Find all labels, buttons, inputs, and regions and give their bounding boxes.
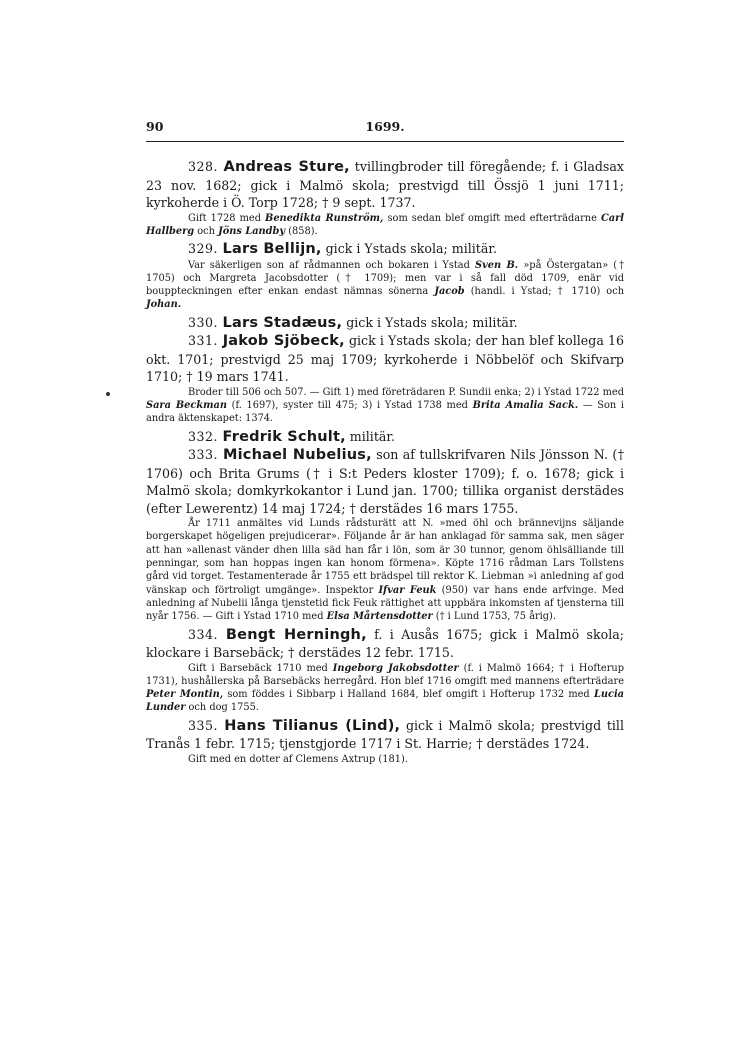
entry-body: tvillingbroder till föregående; f. i Gladsax 23 nov. 1682; gick i Malmö skola; prestvigd till Össjö 1 juni 1711; kyrkoherde i Ö. Torp 1728; † 9 sept. 1737. <box>146 159 625 210</box>
entry-note: Broder till 506 och 507. — Gift 1) med företrädaren P. Sundii enka; 2) i Ystad 1722 med Sara Beckman (f. 1697), syster till 475; 3) i Ystad 1738 med Brita Amalia Sack. — Son i andra äktenskapet: 1374. <box>146 386 624 425</box>
entry-name: Jakob Sjöbeck, <box>222 333 345 350</box>
entry-body: gick i Ystads skola; militär. <box>342 314 518 330</box>
person-name: Jacob <box>434 286 465 298</box>
entry-body: gick i Ystads skola; der han blef kollega 16 okt. 1701; prestvigd 25 maj 1709; kyrkoherde i Nöbbelöf och Skifvarp 1710; † 19 mars 1741. <box>146 333 624 385</box>
entry-text <box>146 626 624 662</box>
entry <box>146 158 624 238</box>
person-name: Ingeborg Jakobsdotter <box>332 662 459 674</box>
entry-number: 334. <box>188 626 226 642</box>
entry-note: Gift med en dotter af Clemens Axtrup (181). <box>188 753 408 765</box>
entry-name: Hans Tilianus (Lind), <box>224 717 401 734</box>
header-rule <box>146 141 624 142</box>
entry-text <box>146 428 624 447</box>
entry-name: Bengt Herningh, <box>225 626 367 643</box>
entry-body: militär. <box>345 428 396 444</box>
entry-number: 328. <box>188 159 224 174</box>
person-name: Lucia Lunder <box>146 689 625 714</box>
entry-number: 331. <box>188 333 223 349</box>
entry <box>146 240 624 312</box>
entry-body: gick i Malmö skola; prestvigd till Tranås 1 febr. 1715; tjenstgjorde 1717 i St. Harrie; † derstädes 1724. <box>146 717 624 752</box>
page-header <box>146 119 624 137</box>
entry-number: 335. <box>188 717 225 733</box>
person-name: Jöns Landby <box>218 225 286 237</box>
entry-note: År 1711 anmältes vid Lunds rådsturätt att N. »med öhl och brännevijns säljande borgerskapet högeligen prejudicerar». Följande år är han anklagad för samma sak, men säger att han »allenast vänder dhen lilla säd han får i lön, som är 30 tunnor, genom öhlsälliande till penningar, som han hoppas ingen kan honom förmena». Köpte 1716 rådman Lars Tollstens gård vid torget. Testamenterade år 1755 ett brädspel till rektor K. Liebman »i anledning af god vänskap och förtroligt umgänge». Inspektor Ifvar Feuk (950) var hans ende arfvinge. Med anledning af Nubelii långa tjenstetid fick Feuk rättighet att uppbära inkomsten af tjensterna till nyår 1756. — Gift i Ystad 1710 med Elsa Mårtensdotter († i Lund 1753, 75 årig). <box>146 518 624 623</box>
entry-text <box>146 332 624 386</box>
entry-body: son af tullskrifvaren Nils Jönsson N. († 1706) och Brita Grums († i S:t Peders kloster 1709); f. o. 1678; gick i Malmö skola; domkyrkokantor i Lund jan. 1700; tillika organist derstädes (efter Lewerentz) 14 maj 1724; † derstädes 16 mars 1755. <box>146 447 624 516</box>
entry-name: Fredrik Schult, <box>222 428 346 445</box>
entry-name: Andreas Sture, <box>223 159 350 175</box>
entry-note: Gift 1728 med Benedikta Runström, som sedan blef omgift med efterträdarne Carl Hallberg och Jöns Landby (858). <box>146 212 625 237</box>
entry-text <box>146 314 624 333</box>
page-number: 90 <box>146 119 164 134</box>
entry-number: 333. <box>188 447 223 463</box>
running-head-year: 1699. <box>365 119 405 134</box>
person-name: Johan. <box>146 299 182 311</box>
person-name: Elsa Mårtensdotter <box>326 611 433 623</box>
entry-note: Gift i Barsebäck 1710 med Ingeborg Jakobsdotter (f. i Malmö 1664; † i Hofterup 1731), hushållerska på Barsebäcks herregård. Hon blef 1716 omgift med mannens efterträdare Peter Montin, som föddes i Sibbarp i Halland 1684, blef omgift i Hofterup 1732 med Lucia Lunder och dog 1755. <box>146 662 625 714</box>
person-name: Sven B. <box>475 259 519 271</box>
entry <box>146 446 624 623</box>
entry-note: Var säkerligen son af rådmannen och bokaren i Ystad Sven B. »på Östergatan» († 1705) och Margreta Jacobsdotter († 1709); men var i så fall död 1709, enär vid bouppteckningen efter enkan endast nämnas sönerna Jacob (handl. i Ystad; † 1710) och Johan. <box>146 259 625 311</box>
entry-text <box>146 158 624 212</box>
entry <box>146 332 624 425</box>
entry-name: Lars Bellijn, <box>222 241 322 258</box>
margin-mark <box>106 392 110 396</box>
entry-number: 329. <box>188 241 223 257</box>
person-name: Benedikta Runström, <box>265 212 384 224</box>
entry-body: gick i Ystads skola; militär. <box>321 241 497 257</box>
entry-number: 330. <box>188 314 223 330</box>
entry-number: 332. <box>188 428 223 444</box>
entry-text <box>146 446 624 517</box>
entries-list <box>146 158 624 768</box>
entry <box>146 428 624 447</box>
person-name: Carl Hallberg <box>146 212 625 237</box>
person-name: Peter Montin, <box>146 689 224 701</box>
person-name: Brita Amalia Sack. <box>472 400 579 412</box>
entry-name: Michael Nubelius, <box>222 447 372 464</box>
entry-name: Lars Stadæus, <box>222 314 343 331</box>
entry <box>146 717 624 766</box>
entry-text <box>146 717 624 753</box>
entry-body: f. i Ausås 1675; gick i Malmö skola; klockare i Barsebäck; † derstädes 12 febr. 1715. <box>146 626 625 661</box>
entry <box>146 314 624 333</box>
entry-text <box>146 240 624 259</box>
person-name: Ifvar Feuk <box>378 584 437 596</box>
entry <box>146 626 624 715</box>
person-name: Sara Beckman <box>146 400 227 412</box>
